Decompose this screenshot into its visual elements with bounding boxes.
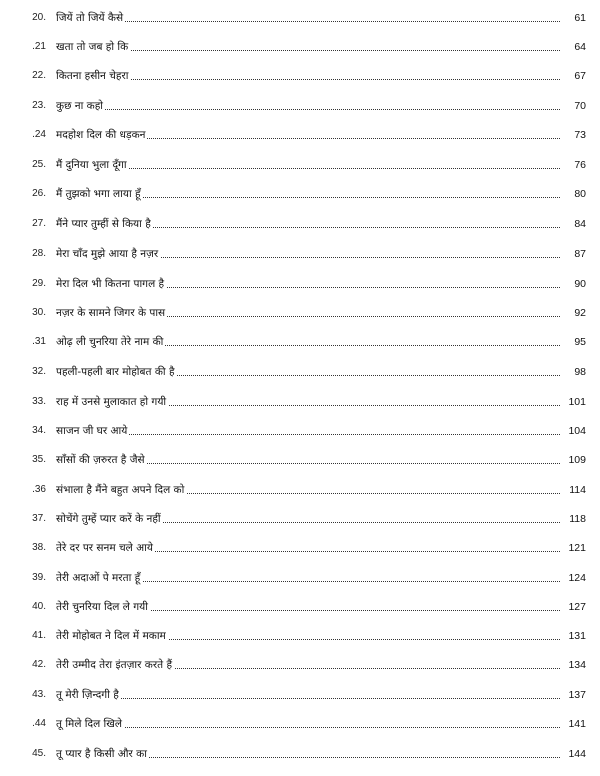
entry-number: 38.: [32, 542, 46, 553]
entry-page-number: 80: [560, 188, 586, 200]
entry-number: .31: [32, 336, 46, 347]
toc-entry[interactable]: [0, 39, 600, 59]
dot-leader: [60, 168, 562, 169]
entry-title: मदहोश दिल की धड़कन: [56, 129, 146, 141]
toc-entry[interactable]: [0, 511, 600, 531]
entry-number: .36: [32, 484, 46, 495]
entry-page-number: 114: [560, 484, 586, 496]
toc-entry[interactable]: [0, 334, 600, 354]
entry-page-number: 70: [560, 100, 586, 112]
entry-number: 34.: [32, 425, 46, 436]
entry-page-number: 64: [560, 41, 586, 53]
entry-number: 30.: [32, 307, 46, 318]
toc-entry[interactable]: [0, 68, 600, 88]
entry-title: मैं दुनिया भुला दूँगा: [56, 159, 127, 171]
entry-number: 22.: [32, 70, 46, 81]
entry-page-number: 127: [560, 601, 586, 613]
entry-page-number: 121: [560, 542, 586, 554]
toc-entry[interactable]: [0, 186, 600, 206]
entry-page-number: 92: [560, 307, 586, 319]
entry-page-number: 90: [560, 278, 586, 290]
entry-title: खता तो जब हो कि: [56, 41, 129, 53]
entry-page-number: 137: [560, 689, 586, 701]
entry-number: 43.: [32, 689, 46, 700]
toc-entry[interactable]: [0, 216, 600, 236]
toc-entry[interactable]: [0, 540, 600, 560]
entry-title: मेरा दिल भी कितना पागल है: [56, 278, 165, 290]
entry-number: 40.: [32, 601, 46, 612]
entry-title: मैं तुझको भगा लाया हूँ: [56, 188, 141, 200]
entry-title: तू मिले दिल खिले: [56, 718, 122, 730]
entry-number: 45.: [32, 748, 46, 759]
entry-number: 20.: [32, 12, 46, 23]
entry-number: 29.: [32, 278, 46, 289]
entry-page-number: 118: [560, 513, 586, 525]
dot-leader: [60, 727, 562, 728]
entry-number: .24: [32, 129, 46, 140]
entry-title: पहली-पहली बार मोहोबत की है: [56, 366, 175, 378]
entry-number: 35.: [32, 454, 46, 465]
entry-title: तू मेरी ज़िन्दगी है: [56, 689, 119, 701]
entry-title: साँसों की ज़रुरत है जैसे: [56, 454, 145, 466]
dot-leader: [60, 434, 562, 435]
entry-page-number: 76: [560, 159, 586, 171]
entry-number: .44: [32, 718, 46, 729]
toc-entry[interactable]: [0, 127, 600, 147]
entry-title: तेरी उम्मीद तेरा इंतज़ार करते हैं: [56, 659, 173, 671]
entry-page-number: 101: [560, 396, 586, 408]
entry-number: 41.: [32, 630, 46, 641]
entry-title: तू प्यार है किसी और का: [56, 748, 147, 760]
entry-title: नज़र के सामने जिगर के पास: [56, 307, 166, 319]
dot-leader: [60, 50, 562, 51]
dot-leader: [60, 21, 562, 22]
entry-title: सोचेंगे तुम्हें प्यार करें के नहीं: [56, 513, 161, 525]
entry-page-number: 84: [560, 218, 586, 230]
entry-page-number: 73: [560, 129, 586, 141]
entry-page-number: 134: [560, 659, 586, 671]
entry-title: ओढ़ ली चुनरिया तेरे नाम की: [56, 336, 164, 348]
toc-entry[interactable]: [0, 687, 600, 707]
entry-title: मेरा चाँद मुझे आया है नज़र: [56, 248, 159, 260]
toc-entry[interactable]: [0, 452, 600, 472]
dot-leader: [60, 109, 562, 110]
entry-page-number: 124: [560, 572, 586, 584]
toc-entry[interactable]: [0, 657, 600, 677]
toc-entry[interactable]: [0, 246, 600, 266]
entry-number: 26.: [32, 188, 46, 199]
toc-entry[interactable]: [0, 716, 600, 736]
entry-page-number: 98: [560, 366, 586, 378]
toc-entry[interactable]: [0, 394, 600, 414]
entry-page-number: 104: [560, 425, 586, 437]
entry-page-number: 95: [560, 336, 586, 348]
entry-title: तेरी अदाओं पे मरता हूँ: [56, 572, 141, 584]
entry-title: कुछ ना कहो: [56, 100, 104, 112]
toc-entry[interactable]: [0, 570, 600, 590]
toc-entry[interactable]: [0, 423, 600, 443]
entry-number: .21: [32, 41, 46, 52]
entry-number: 42.: [32, 659, 46, 670]
toc-entry[interactable]: [0, 599, 600, 619]
entry-title: मैंने प्यार तुम्हीं से किया है: [56, 218, 151, 230]
toc-entry[interactable]: [0, 628, 600, 648]
entry-title: जियें तो जियें कैसे: [56, 12, 124, 24]
entry-title: संभाला है मैंने बहुत अपने दिल को: [56, 484, 185, 496]
toc-entry[interactable]: [0, 364, 600, 384]
entry-number: 32.: [32, 366, 46, 377]
toc-entry[interactable]: [0, 10, 600, 30]
dot-leader: [60, 698, 562, 699]
entry-title: साजन जी घर आये: [56, 425, 128, 437]
toc-entry[interactable]: [0, 305, 600, 325]
entry-page-number: 131: [560, 630, 586, 642]
entry-number: 39.: [32, 572, 46, 583]
entry-number: 25.: [32, 159, 46, 170]
entry-page-number: 141: [560, 718, 586, 730]
toc-entry[interactable]: [0, 276, 600, 296]
entry-title: कितना हसीन चेहरा: [56, 70, 129, 82]
entry-number: 33.: [32, 396, 46, 407]
entry-page-number: 144: [560, 748, 586, 760]
entry-title: तेरी मोहोबत ने दिल में मकाम: [56, 630, 166, 642]
entry-page-number: 61: [560, 12, 586, 24]
entry-title: तेरे दर पर सनम चले आये: [56, 542, 153, 554]
entry-number: 27.: [32, 218, 46, 229]
entry-title: तेरी चुनरिया दिल ले गयी: [56, 601, 148, 613]
entry-page-number: 67: [560, 70, 586, 82]
toc-entry[interactable]: [0, 157, 600, 177]
entry-page-number: 109: [560, 454, 586, 466]
entry-page-number: 87: [560, 248, 586, 260]
entry-number: 37.: [32, 513, 46, 524]
entry-number: 23.: [32, 100, 46, 111]
entry-number: 28.: [32, 248, 46, 259]
entry-title: राह में उनसे मुलाकात हो गयी: [56, 396, 167, 408]
toc-entry[interactable]: [0, 746, 600, 766]
dot-leader: [60, 79, 562, 80]
toc-entry[interactable]: [0, 98, 600, 118]
toc-entry[interactable]: [0, 482, 600, 502]
